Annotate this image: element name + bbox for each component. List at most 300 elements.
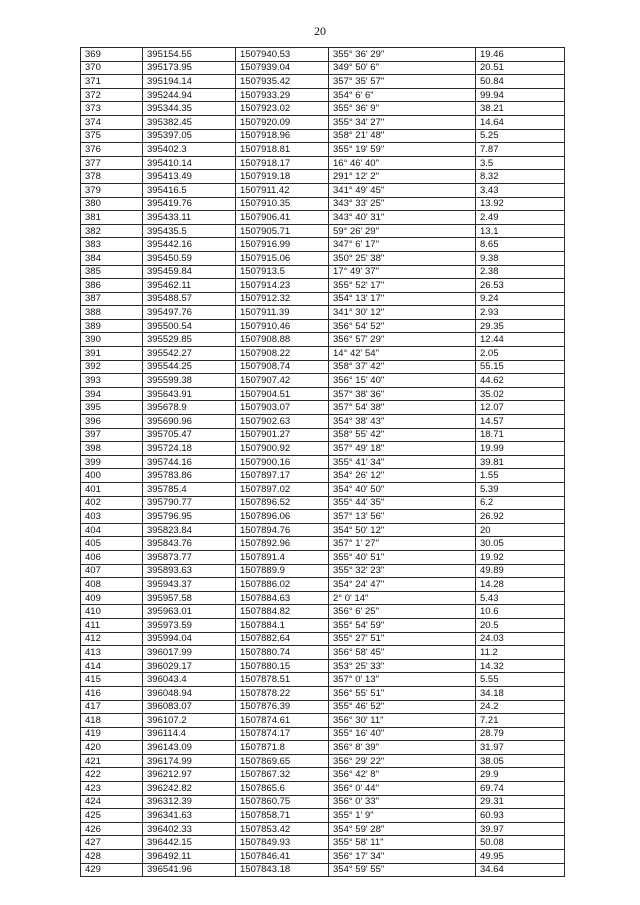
point-id-cell: 378 [81,170,143,184]
point-id-cell: 412 [81,632,143,646]
table-row [81,211,565,225]
table-row [81,170,565,184]
northing-cell: 1507874.61 [236,714,329,728]
distance-cell: 14.64 [476,115,565,129]
bearing-cell: 354° 6' 6" [329,88,476,102]
distance-cell: 35.02 [476,387,565,401]
northing-cell: 1507918.81 [236,143,329,157]
distance-cell: 38.21 [476,102,565,116]
point-id-cell: 404 [81,523,143,537]
point-id-cell: 370 [81,61,143,75]
distance-cell: 3.43 [476,183,565,197]
point-id-cell: 384 [81,251,143,265]
distance-cell: 29.31 [476,795,565,809]
table-row [81,224,565,238]
point-id-cell: 420 [81,741,143,755]
bearing-cell: 357° 54' 38" [329,401,476,415]
bearing-cell: 354° 13' 17" [329,292,476,306]
point-id-cell: 414 [81,659,143,673]
distance-cell: 5.39 [476,483,565,497]
bearing-cell: 355° 32' 23" [329,564,476,578]
table-row [81,319,565,333]
bearing-cell: 356° 54' 52" [329,319,476,333]
northing-cell: 1507858.71 [236,809,329,823]
northing-cell: 1507910.46 [236,319,329,333]
table-row [81,537,565,551]
point-id-cell: 379 [81,183,143,197]
bearing-cell: 354° 40' 50" [329,483,476,497]
easting-cell: 395744.16 [143,455,236,469]
easting-cell: 395790.77 [143,496,236,510]
bearing-cell: 356° 57' 29" [329,333,476,347]
easting-cell: 395462.11 [143,279,236,293]
bearing-cell: 357° 13' 56" [329,510,476,524]
northing-cell: 1507920.09 [236,115,329,129]
table-row [81,387,565,401]
easting-cell: 395705.47 [143,428,236,442]
table-row [81,578,565,592]
easting-cell: 395529.85 [143,333,236,347]
northing-cell: 1507889.9 [236,564,329,578]
bearing-cell: 355° 1' 9" [329,809,476,823]
bearing-cell: 354° 59' 55" [329,863,476,877]
distance-cell: 9.24 [476,292,565,306]
table-row [81,115,565,129]
point-id-cell: 396 [81,415,143,429]
easting-cell: 395435.5 [143,224,236,238]
bearing-cell: 343° 40' 31" [329,211,476,225]
distance-cell: 19.99 [476,442,565,456]
easting-cell: 395450.59 [143,251,236,265]
bearing-cell: 355° 27' 51" [329,632,476,646]
table-row [81,156,565,170]
northing-cell: 1507897.02 [236,483,329,497]
northing-cell: 1507894.76 [236,523,329,537]
distance-cell: 7.87 [476,143,565,157]
bearing-cell: 356° 58' 45" [329,646,476,660]
distance-cell: 6.2 [476,496,565,510]
easting-cell: 396143.09 [143,741,236,755]
point-id-cell: 377 [81,156,143,170]
table-row [81,469,565,483]
table-row [81,714,565,728]
bearing-cell: 355° 36' 29" [329,48,476,62]
bearing-cell: 357° 38' 36" [329,387,476,401]
table-row [81,75,565,89]
table-row [81,809,565,823]
northing-cell: 1507904.51 [236,387,329,401]
northing-cell: 1507911.39 [236,306,329,320]
easting-cell: 395957.58 [143,591,236,605]
easting-cell: 395154.55 [143,48,236,62]
table-row [81,850,565,864]
point-id-cell: 381 [81,211,143,225]
distance-cell: 2.93 [476,306,565,320]
point-id-cell: 394 [81,387,143,401]
point-id-cell: 369 [81,48,143,62]
easting-cell: 395410.14 [143,156,236,170]
point-id-cell: 382 [81,224,143,238]
point-id-cell: 386 [81,279,143,293]
bearing-cell: 357° 35' 57" [329,75,476,89]
distance-cell: 13.92 [476,197,565,211]
table-row [81,673,565,687]
distance-cell: 2.05 [476,347,565,361]
bearing-cell: 355° 44' 35" [329,496,476,510]
point-id-cell: 401 [81,483,143,497]
bearing-cell: 356° 8' 39" [329,741,476,755]
point-id-cell: 400 [81,469,143,483]
northing-cell: 1507911.42 [236,183,329,197]
bearing-cell: 350° 25' 38" [329,251,476,265]
distance-cell: 8.65 [476,238,565,252]
bearing-cell: 353° 25' 33" [329,659,476,673]
table-row [81,48,565,62]
northing-cell: 1507896.06 [236,510,329,524]
distance-cell: 20.5 [476,618,565,632]
easting-cell: 395783.86 [143,469,236,483]
bearing-cell: 355° 54' 59" [329,618,476,632]
northing-cell: 1507865.6 [236,782,329,796]
easting-cell: 395542.27 [143,347,236,361]
point-id-cell: 405 [81,537,143,551]
distance-cell: 20 [476,523,565,537]
point-id-cell: 415 [81,673,143,687]
easting-cell: 395843.76 [143,537,236,551]
easting-cell: 395796.95 [143,510,236,524]
point-id-cell: 408 [81,578,143,592]
distance-cell: 14.28 [476,578,565,592]
easting-cell: 395488.57 [143,292,236,306]
table-row [81,727,565,741]
northing-cell: 1507908.74 [236,360,329,374]
easting-cell: 395823.84 [143,523,236,537]
table-row [81,360,565,374]
point-id-cell: 427 [81,836,143,850]
bearing-cell: 349° 50' 6" [329,61,476,75]
bearing-cell: 355° 34' 27" [329,115,476,129]
point-id-cell: 380 [81,197,143,211]
northing-cell: 1507884.1 [236,618,329,632]
point-id-cell: 418 [81,714,143,728]
easting-cell: 395382.45 [143,115,236,129]
table-row [81,646,565,660]
distance-cell: 69.74 [476,782,565,796]
bearing-cell: 356° 42' 8" [329,768,476,782]
bearing-cell: 358° 55' 42" [329,428,476,442]
easting-cell: 395963.01 [143,605,236,619]
distance-cell: 24.03 [476,632,565,646]
easting-cell: 395397.05 [143,129,236,143]
bearing-cell: 347° 6' 17" [329,238,476,252]
bearing-cell: 354° 50' 12" [329,523,476,537]
point-id-cell: 422 [81,768,143,782]
table-row [81,455,565,469]
survey-table [80,47,565,877]
bearing-cell: 357° 49' 18" [329,442,476,456]
point-id-cell: 391 [81,347,143,361]
table-row [81,564,565,578]
distance-cell: 19.46 [476,48,565,62]
northing-cell: 1507878.51 [236,673,329,687]
table-row [81,442,565,456]
easting-cell: 395973.59 [143,618,236,632]
bearing-cell: 358° 21' 48" [329,129,476,143]
distance-cell: 29.35 [476,319,565,333]
table-row [81,401,565,415]
easting-cell: 395500.54 [143,319,236,333]
point-id-cell: 411 [81,618,143,632]
table-row [81,510,565,524]
northing-cell: 1507853.42 [236,822,329,836]
bearing-cell: 355° 16' 40" [329,727,476,741]
point-id-cell: 406 [81,550,143,564]
northing-cell: 1507843.18 [236,863,329,877]
northing-cell: 1507933.29 [236,88,329,102]
easting-cell: 396029.17 [143,659,236,673]
northing-cell: 1507908.88 [236,333,329,347]
northing-cell: 1507849.93 [236,836,329,850]
table-row [81,129,565,143]
point-id-cell: 416 [81,686,143,700]
northing-cell: 1507901.27 [236,428,329,442]
point-id-cell: 373 [81,102,143,116]
table-row [81,347,565,361]
easting-cell: 396083.07 [143,700,236,714]
point-id-cell: 385 [81,265,143,279]
distance-cell: 1.55 [476,469,565,483]
bearing-cell: 357° 0' 13" [329,673,476,687]
distance-cell: 2.49 [476,211,565,225]
bearing-cell: 356° 0' 44" [329,782,476,796]
distance-cell: 50.84 [476,75,565,89]
distance-cell: 14.32 [476,659,565,673]
point-id-cell: 372 [81,88,143,102]
northing-cell: 1507867.32 [236,768,329,782]
table-row [81,659,565,673]
easting-cell: 395497.76 [143,306,236,320]
table-row [81,197,565,211]
table-row [81,768,565,782]
distance-cell: 7.21 [476,714,565,728]
point-id-cell: 374 [81,115,143,129]
distance-cell: 38.05 [476,754,565,768]
easting-cell: 396017.99 [143,646,236,660]
easting-cell: 396341.63 [143,809,236,823]
northing-cell: 1507918.96 [236,129,329,143]
northing-cell: 1507871.8 [236,741,329,755]
easting-cell: 395785.4 [143,483,236,497]
bearing-cell: 355° 46' 52" [329,700,476,714]
northing-cell: 1507907.42 [236,374,329,388]
northing-cell: 1507876.39 [236,700,329,714]
table-row [81,605,565,619]
bearing-cell: 356° 29' 22" [329,754,476,768]
table-row [81,741,565,755]
bearing-cell: 355° 52' 17" [329,279,476,293]
table-row [81,102,565,116]
table-row [81,591,565,605]
distance-cell: 30.05 [476,537,565,551]
easting-cell: 395873.77 [143,550,236,564]
distance-cell: 18.71 [476,428,565,442]
distance-cell: 50.08 [476,836,565,850]
distance-cell: 26.53 [476,279,565,293]
easting-cell: 396242.82 [143,782,236,796]
easting-cell: 395416.5 [143,183,236,197]
bearing-cell: 356° 55' 51" [329,686,476,700]
point-id-cell: 371 [81,75,143,89]
distance-cell: 5.43 [476,591,565,605]
point-id-cell: 429 [81,863,143,877]
distance-cell: 49.89 [476,564,565,578]
point-id-cell: 419 [81,727,143,741]
bearing-cell: 354° 59' 28" [329,822,476,836]
distance-cell: 34.18 [476,686,565,700]
bearing-cell: 356° 15' 40" [329,374,476,388]
easting-cell: 395994.04 [143,632,236,646]
point-id-cell: 417 [81,700,143,714]
point-id-cell: 421 [81,754,143,768]
bearing-cell: 16° 46' 40" [329,156,476,170]
table-row [81,550,565,564]
page-number: 20 [314,24,326,38]
distance-cell: 24.2 [476,700,565,714]
northing-cell: 1507882.64 [236,632,329,646]
northing-cell: 1507878.22 [236,686,329,700]
easting-cell: 395943.37 [143,578,236,592]
northing-cell: 1507900.92 [236,442,329,456]
point-id-cell: 392 [81,360,143,374]
northing-cell: 1507884.63 [236,591,329,605]
distance-cell: 12.44 [476,333,565,347]
easting-cell: 396492.11 [143,850,236,864]
distance-cell: 3.5 [476,156,565,170]
table-row [81,238,565,252]
northing-cell: 1507914.23 [236,279,329,293]
easting-cell: 396114.4 [143,727,236,741]
distance-cell: 55.15 [476,360,565,374]
table-row [81,863,565,877]
distance-cell: 34.64 [476,863,565,877]
distance-cell: 26.92 [476,510,565,524]
table-row [81,483,565,497]
northing-cell: 1507940.53 [236,48,329,62]
bearing-cell: 59° 26' 29" [329,224,476,238]
easting-cell: 395433.11 [143,211,236,225]
northing-cell: 1507891.4 [236,550,329,564]
bearing-cell: 17° 49' 37" [329,265,476,279]
northing-cell: 1507900.16 [236,455,329,469]
table-row [81,428,565,442]
northing-cell: 1507874.17 [236,727,329,741]
easting-cell: 396107.2 [143,714,236,728]
northing-cell: 1507902.63 [236,415,329,429]
point-id-cell: 399 [81,455,143,469]
point-id-cell: 388 [81,306,143,320]
easting-cell: 395599.38 [143,374,236,388]
point-id-cell: 410 [81,605,143,619]
point-id-cell: 403 [81,510,143,524]
distance-cell: 31.97 [476,741,565,755]
table-row [81,782,565,796]
table-row [81,836,565,850]
northing-cell: 1507860.75 [236,795,329,809]
table-row [81,292,565,306]
bearing-cell: 2° 0' 14" [329,591,476,605]
table-row [81,61,565,75]
easting-cell: 396442.15 [143,836,236,850]
distance-cell: 14.57 [476,415,565,429]
bearing-cell: 354° 38' 43" [329,415,476,429]
bearing-cell: 355° 19' 59" [329,143,476,157]
easting-cell: 396312.39 [143,795,236,809]
table-row [81,143,565,157]
easting-cell: 395442.16 [143,238,236,252]
easting-cell: 396043.4 [143,673,236,687]
point-id-cell: 387 [81,292,143,306]
point-id-cell: 395 [81,401,143,415]
easting-cell: 395893.63 [143,564,236,578]
northing-cell: 1507886.02 [236,578,329,592]
table-row [81,88,565,102]
distance-cell: 5.55 [476,673,565,687]
easting-cell: 395544.25 [143,360,236,374]
point-id-cell: 425 [81,809,143,823]
table-row [81,795,565,809]
point-id-cell: 402 [81,496,143,510]
bearing-cell: 14° 42' 54" [329,347,476,361]
easting-cell: 395344.35 [143,102,236,116]
bearing-cell: 356° 17' 34" [329,850,476,864]
point-id-cell: 409 [81,591,143,605]
northing-cell: 1507935.42 [236,75,329,89]
bearing-cell: 355° 41' 34" [329,455,476,469]
point-id-cell: 397 [81,428,143,442]
northing-cell: 1507919.18 [236,170,329,184]
table-row [81,496,565,510]
bearing-cell: 341° 30' 12" [329,306,476,320]
distance-cell: 8.32 [476,170,565,184]
table-row [81,333,565,347]
distance-cell: 19.92 [476,550,565,564]
table-row [81,306,565,320]
easting-cell: 395643.91 [143,387,236,401]
northing-cell: 1507918.17 [236,156,329,170]
table-row [81,374,565,388]
northing-cell: 1507916.99 [236,238,329,252]
bearing-cell: 355° 40' 51" [329,550,476,564]
distance-cell: 11.2 [476,646,565,660]
bearing-cell: 356° 0' 33" [329,795,476,809]
bearing-cell: 356° 6' 25" [329,605,476,619]
distance-cell: 60.93 [476,809,565,823]
easting-cell: 395244.94 [143,88,236,102]
easting-cell: 396402.33 [143,822,236,836]
northing-cell: 1507884.82 [236,605,329,619]
point-id-cell: 423 [81,782,143,796]
easting-cell: 395413.49 [143,170,236,184]
table-row [81,279,565,293]
bearing-cell: 358° 37' 42" [329,360,476,374]
distance-cell: 99.94 [476,88,565,102]
northing-cell: 1507880.74 [236,646,329,660]
distance-cell: 2.38 [476,265,565,279]
northing-cell: 1507915.06 [236,251,329,265]
distance-cell: 28.79 [476,727,565,741]
table-row [81,618,565,632]
point-id-cell: 390 [81,333,143,347]
